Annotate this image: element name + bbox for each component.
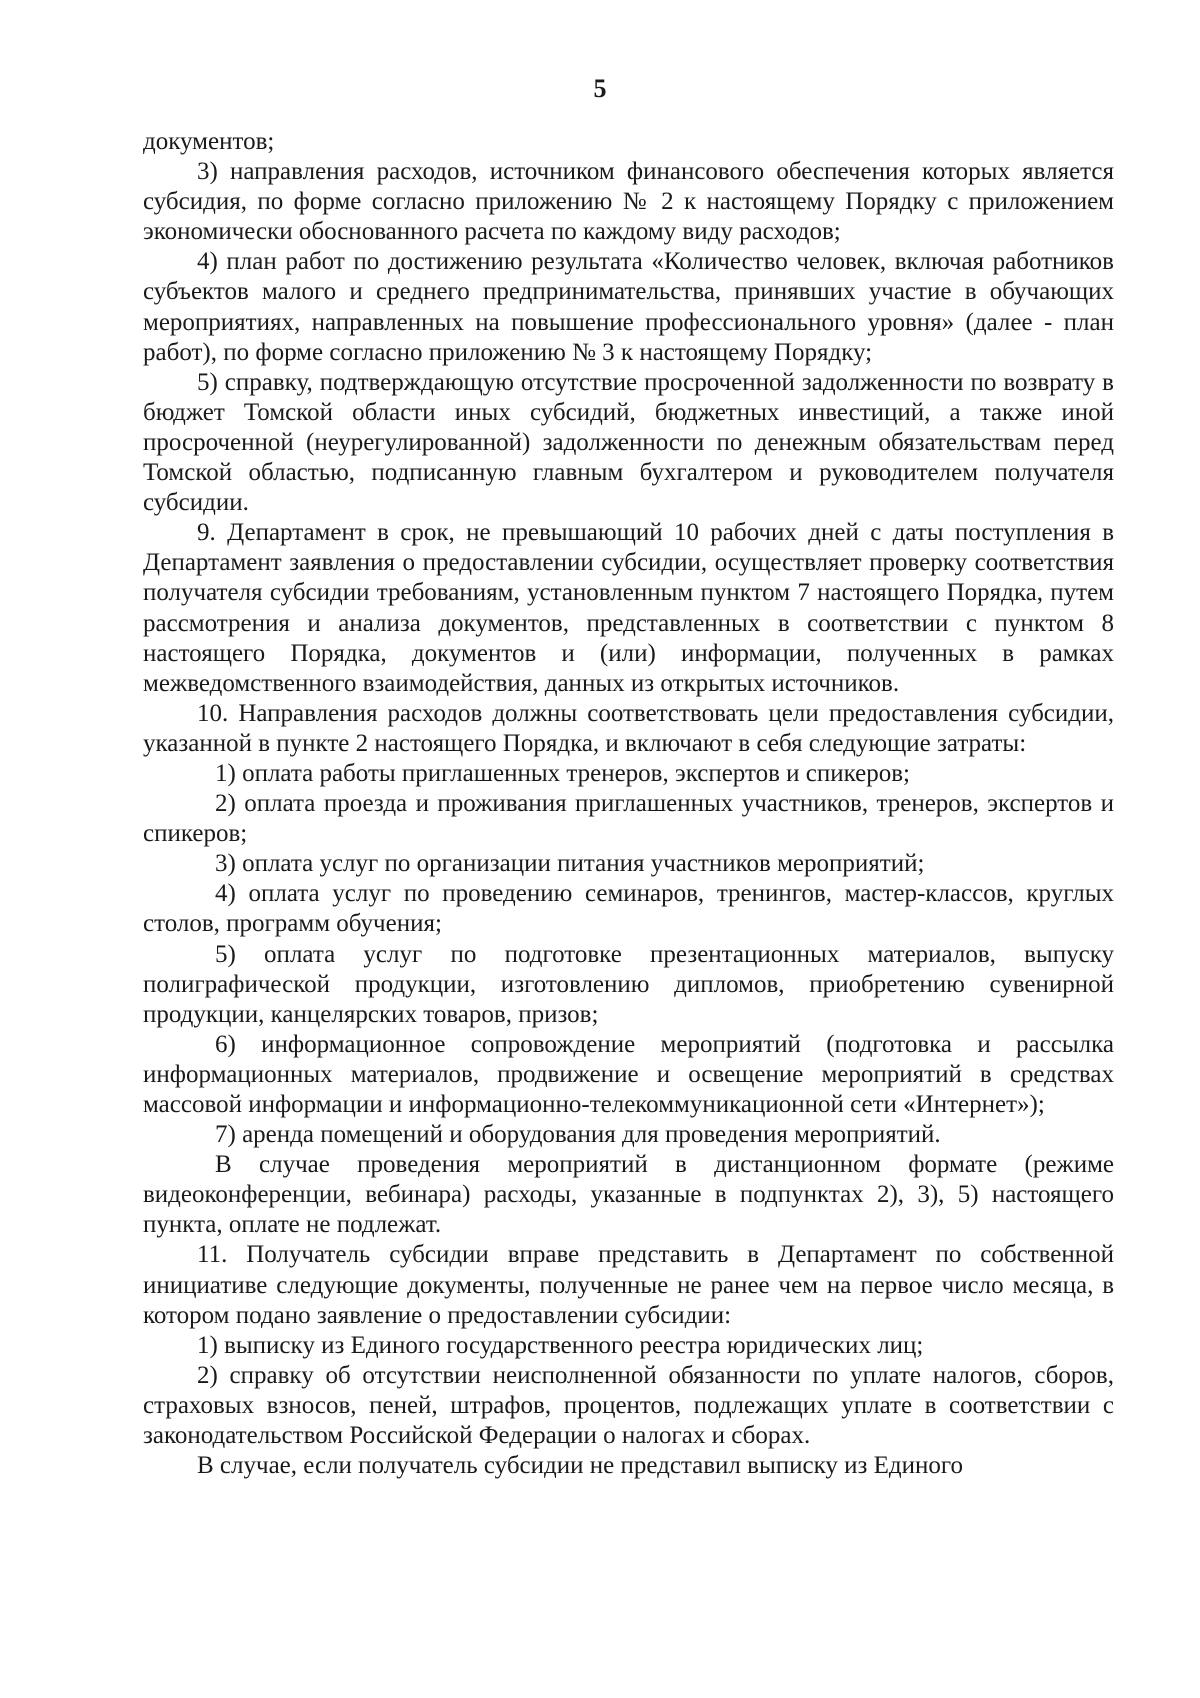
paragraph-cost-4: 4) оплата услуг по проведению семинаров, тренингов, мастер-классов, круглых столов, программ обучения; bbox=[143, 880, 1114, 938]
paragraph-cost-1: 1) оплата работы приглашенных тренеров, экспертов и спикеров; bbox=[215, 759, 910, 787]
paragraph-continuation-documents: документов; bbox=[143, 128, 275, 155]
paragraph-item-4-work-plan: 4) план работ по достижению результата «Количество человек, включая работников субъектов малого и среднего предпринимательства, принявших участие в обучающих мероприятиях, направленных на повышение профессионального уровня» (далее - план работ), по форме согласно приложению № 3 к настоящему Порядку; bbox=[143, 248, 1114, 366]
paragraph-cost-2: 2) оплата проезда и проживания приглашенных участников, тренеров, экспертов и спикеров; bbox=[143, 790, 1114, 848]
paragraph-item-5-debt-certificate: 5) справку, подтверждающую отсутствие просроченной задолженности по возврату в бюджет Томской области иных субсидий, бюджетных инвестиций, а также иной просроченной (неурегулированной) задолженности по денежным обязательствам перед Томской областью, подписанную главным бухгалтером и руководителем получателя субсидии. bbox=[143, 368, 1114, 517]
paragraph-cost-5: 5) оплата услуг по подготовке презентационных материалов, выпуску полиграфической продукции, изготовлению дипломов, приобретению сувенирной продукции, канцелярских товаров, призов; bbox=[143, 940, 1114, 1028]
paragraph-section-10: 10. Направления расходов должны соответствовать цели предоставления субсидии, указанной в пункте 2 настоящего Порядка, и включают в себя следующие затраты: bbox=[143, 699, 1114, 757]
paragraph-remote-format-note: В случае проведения мероприятий в дистанционном формате (режиме видеоконференции, вебинара) расходы, указанные в подпунктах 2), 3), 5) настоящего пункта, оплате не подлежат. bbox=[143, 1151, 1114, 1239]
document-body bbox=[143, 127, 1114, 1481]
paragraph-section-9: 9. Департамент в срок, не превышающий 10 рабочих дней с даты поступления в Департамент заявления о предоставлении субсидии, осуществляет проверку соответствия получателя субсидии требованиям, установленным пунктом 7 настоящего Порядка, путем рассмотрения и анализа документов, представленных в соответствии с пунктом 8 настоящего Порядка, документов и (или) информации, полученных в рамках межведомственного взаимодействия, данных из открытых источников. bbox=[143, 519, 1114, 697]
paragraph-item-3-expense-directions: 3) направления расходов, источником финансового обеспечения которых является субсидия, по форме согласно приложению № 2 к настоящему Порядку с приложением экономически обоснованного расчета по каждому виду расходов; bbox=[143, 158, 1114, 246]
paragraph-cost-3: 3) оплата услуг по организации питания участников мероприятий; bbox=[215, 850, 925, 878]
paragraph-section-11: 11. Получатель субсидии вправе представить в Департамент по собственной инициативе следующие документы, полученные не ранее чем на первое число месяца, в котором подано заявление о предоставлении субсидии: bbox=[143, 1241, 1114, 1329]
paragraph-final-continuing: В случае, если получатель субсидии не представил выписку из Единого bbox=[197, 1452, 964, 1480]
page-number: 5 bbox=[593, 74, 607, 103]
paragraph-cost-7: 7) аренда помещений и оборудования для проведения мероприятий. bbox=[215, 1121, 941, 1149]
paragraph-doc-2-tax-certificate: 2) справку об отсутствии неисполненной обязанности по уплате налогов, сборов, страховых взносов, пеней, штрафов, процентов, подлежащих уплате в соответствии с законодательством Российской Федерации о налогах и сборах. bbox=[143, 1361, 1114, 1450]
paragraph-cost-6: 6) информационное сопровождение мероприятий (подготовка и рассылка информационных материалов, продвижение и освещение мероприятий в средствах массовой информации и информационно-телекоммуникационной сети «Интернет»); bbox=[143, 1030, 1114, 1118]
paragraph-doc-1-registry-extract: 1) выписку из Единого государственного реестра юридических лиц; bbox=[197, 1331, 924, 1359]
